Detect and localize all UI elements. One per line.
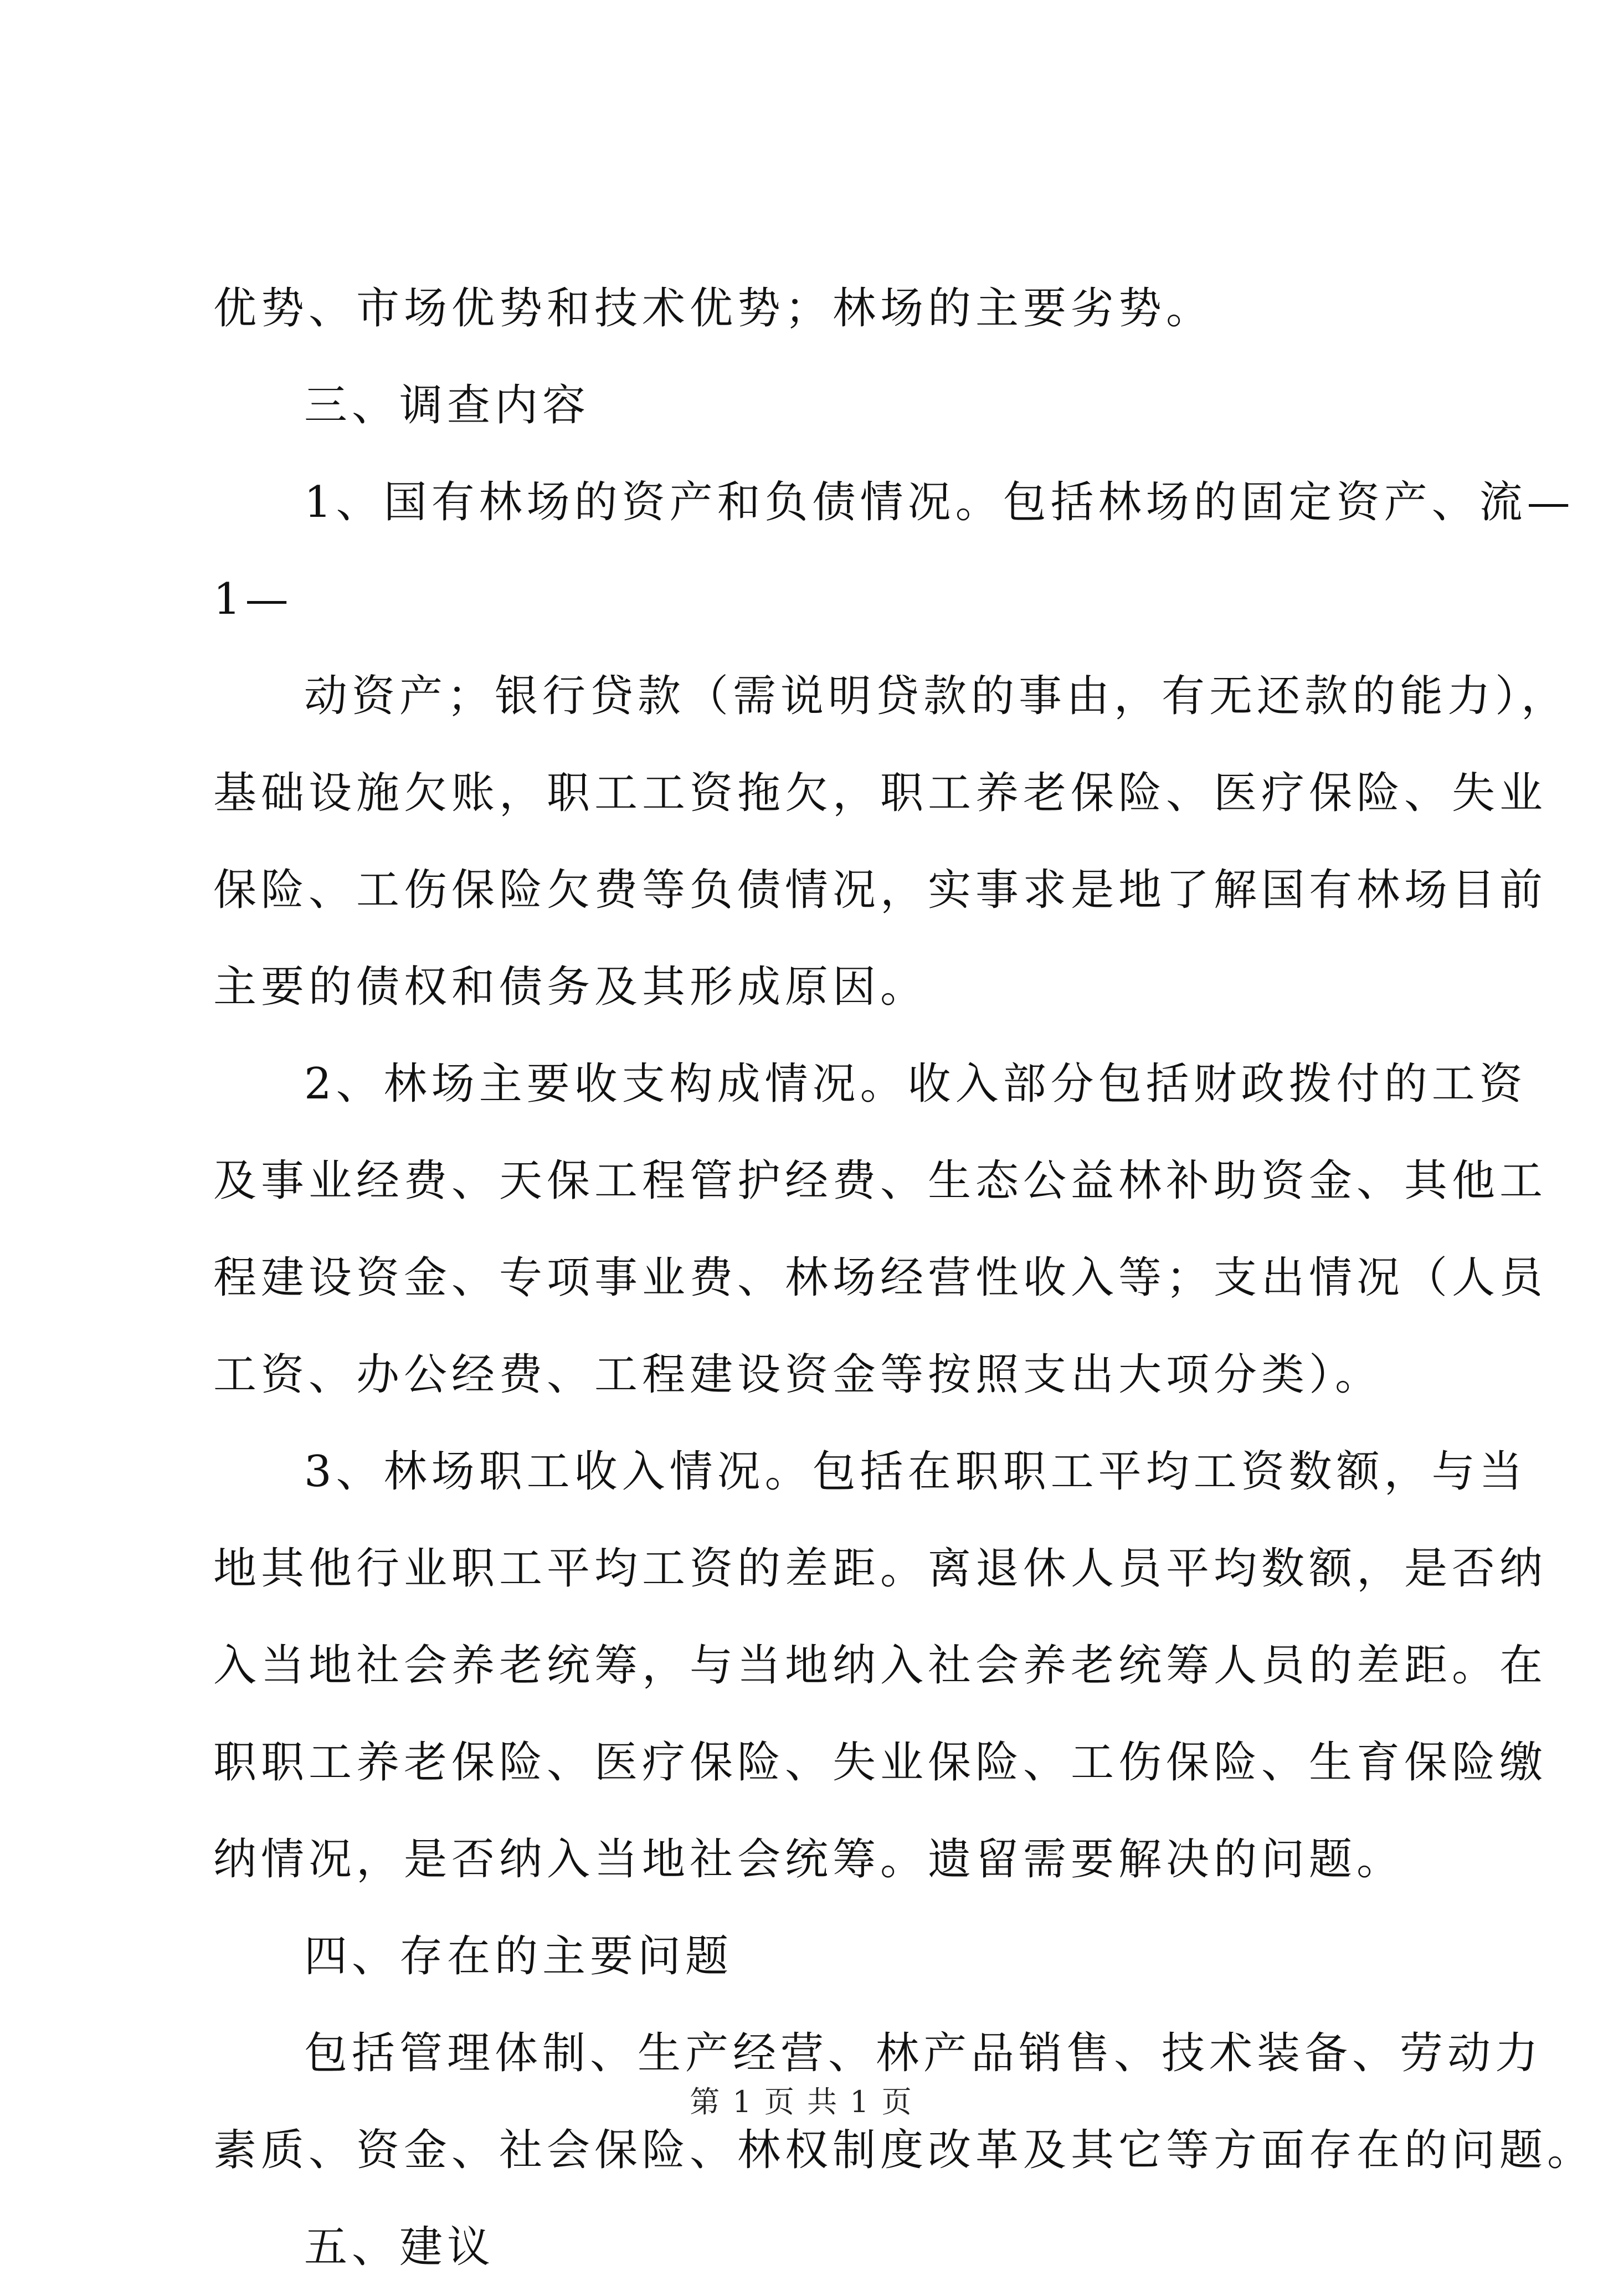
- text-line: 2、林场主要收支构成情况。收入部分包括财政拨付的工资: [304, 1059, 1527, 1109]
- text-line: 1—: [213, 574, 293, 624]
- text-line: 工资、办公经费、工程建设资金等按照支出大项分类）。: [213, 1350, 1383, 1400]
- text-line: 3、林场职工收入情况。包括在职职工平均工资数额，与当: [304, 1447, 1527, 1497]
- text-line: 优势、市场优势和技术优势；林场的主要劣势。: [213, 284, 1214, 333]
- text-line: 四、存在的主要问题: [304, 1932, 733, 1981]
- text-line: 地其他行业职工平均工资的差距。离退休人员平均数额，是否纳: [213, 1544, 1548, 1594]
- text-line: 素质、资金、社会保险、林权制度改革及其它等方面存在的问题。: [213, 2125, 1595, 2175]
- text-line: 入当地社会养老统筹，与当地纳入社会养老统筹人员的差距。在: [213, 1641, 1548, 1691]
- text-line: 职职工养老保险、医疗保险、失业保险、工伤保险、生育保险缴: [213, 1738, 1548, 1788]
- page-footer: 第 1 页 共 1 页: [690, 2084, 913, 2119]
- document-body: [213, 260, 1595, 2296]
- text-line: 包括管理体制、生产经营、林产品销售、技术装备、劳动力: [304, 2028, 1543, 2078]
- text-line: 五、建议: [304, 2222, 495, 2272]
- text-line: 基础设施欠账，职工工资拖欠，职工养老保险、医疗保险、失业: [213, 768, 1548, 818]
- text-line: 纳情况，是否纳入当地社会统筹。遗留需要解决的问题。: [213, 1835, 1405, 1884]
- text-line: 程建设资金、专项事业费、林场经营性收入等；支出情况（人员: [213, 1253, 1548, 1303]
- text-line: 三、调查内容: [304, 381, 590, 430]
- text-line: 及事业经费、天保工程管护经费、生态公益林补助资金、其他工: [213, 1156, 1548, 1206]
- text-line: 主要的债权和债务及其形成原因。: [213, 962, 928, 1012]
- text-line: 动资产；银行贷款（需说明贷款的事由，有无还款的能力），: [304, 671, 1569, 721]
- text-line: 保险、工伤保险欠费等负债情况，实事求是地了解国有林场目前: [213, 865, 1548, 915]
- text-line: 1、国有林场的资产和负债情况。包括林场的固定资产、流—: [304, 477, 1575, 527]
